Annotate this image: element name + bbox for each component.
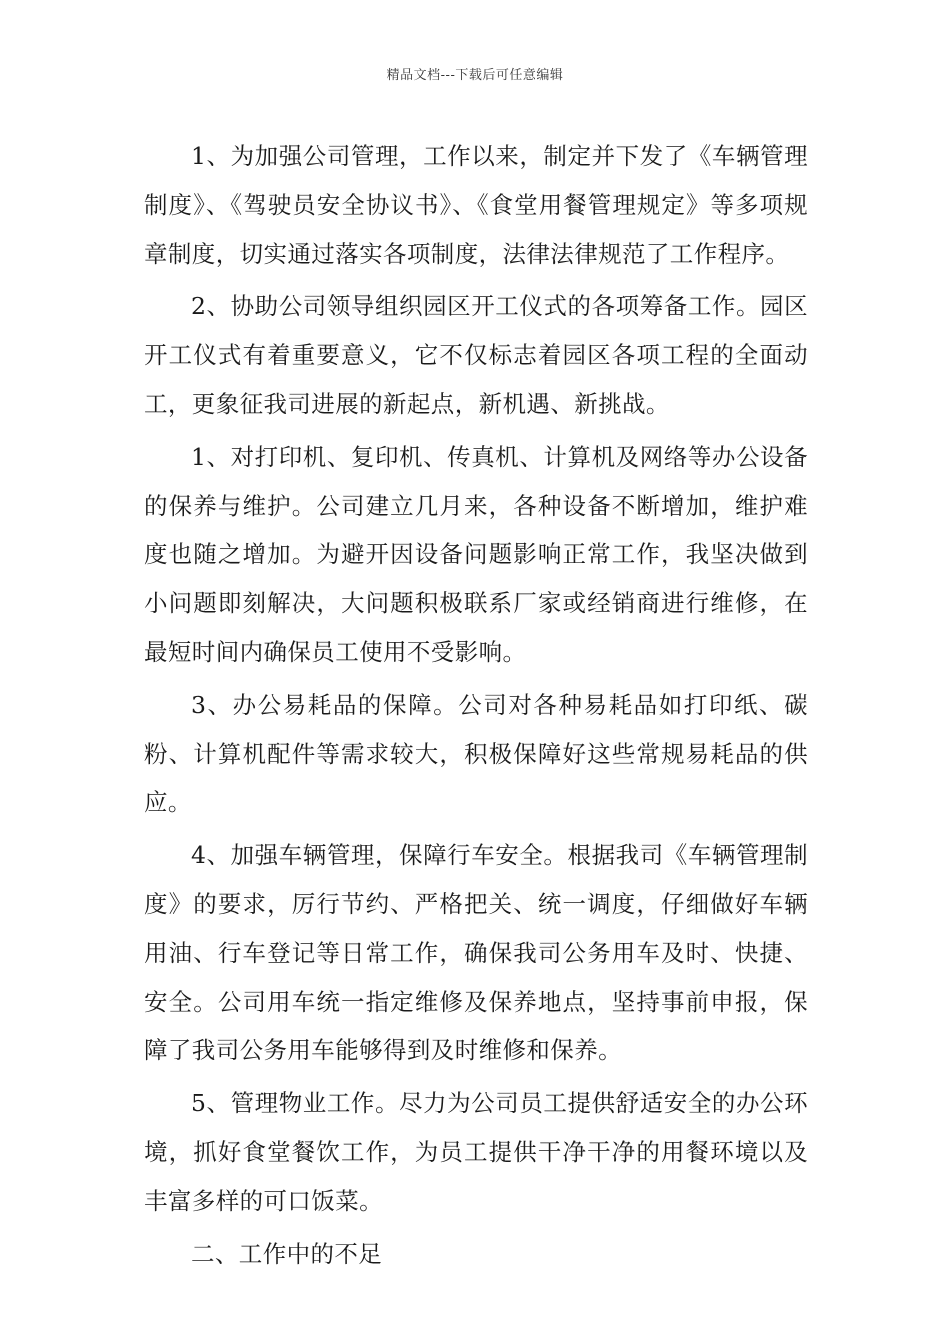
paragraph-2: 2、协助公司领导组织园区开工仪式的各项筹备工作。园区开工仪式有着重要意义，它不仅标志着园区各项工程的全面动工，更象征我司进展的新起点，新机遇、新挑战。 [144, 292, 808, 418]
paragraph-4: 3、办公易耗品的保障。公司对各种易耗品如打印纸、碳粉、计算机配件等需求较大，积极保障好这些常规易耗品的供应。 [144, 690, 808, 817]
page-header: 精品文档---下载后可任意编辑 [386, 68, 564, 83]
paragraph-5: 4、加强车辆管理，保障行车安全。根据我司《车辆管理制度》的要求，厉行节约、严格把关、统一调度，仔细做好车辆用油、行车登记等日常工作，确保我司公务用车及时、快捷、安全。公司用车统一指定维修及保养地点，坚持事前申报，保障了我司公务用车能够得到及时维修和保养。 [144, 841, 808, 1065]
paragraph-6: 5、管理物业工作。尽力为公司员工提供舒适安全的办公环境，抓好食堂餐饮工作，为员工提供干净干净的用餐环境以及丰富多样的可口饭菜。 [144, 1089, 808, 1215]
section-heading: 二、工作中的不足 [191, 1239, 383, 1268]
paragraph-3: 1、对打印机、复印机、传真机、计算机及网络等办公设备的保养与维护。公司建立几月来，各种设备不断增加，维护难度也随之增加。为避开因设备问题影响正常工作，我坚决做到小问题即刻解决，大问题积极联系厂家或经销商进行维修，在最短时间内确保员工使用不受影响。 [144, 442, 808, 666]
document-body [144, 132, 808, 1278]
paragraph-1: 1、为加强公司管理，工作以来，制定并下发了《车辆管理制度》、《驾驶员安全协议书》、《食堂用餐管理规定》等多项规章制度，切实通过落实各项制度，法律法律规范了工作程序。 [144, 142, 808, 268]
